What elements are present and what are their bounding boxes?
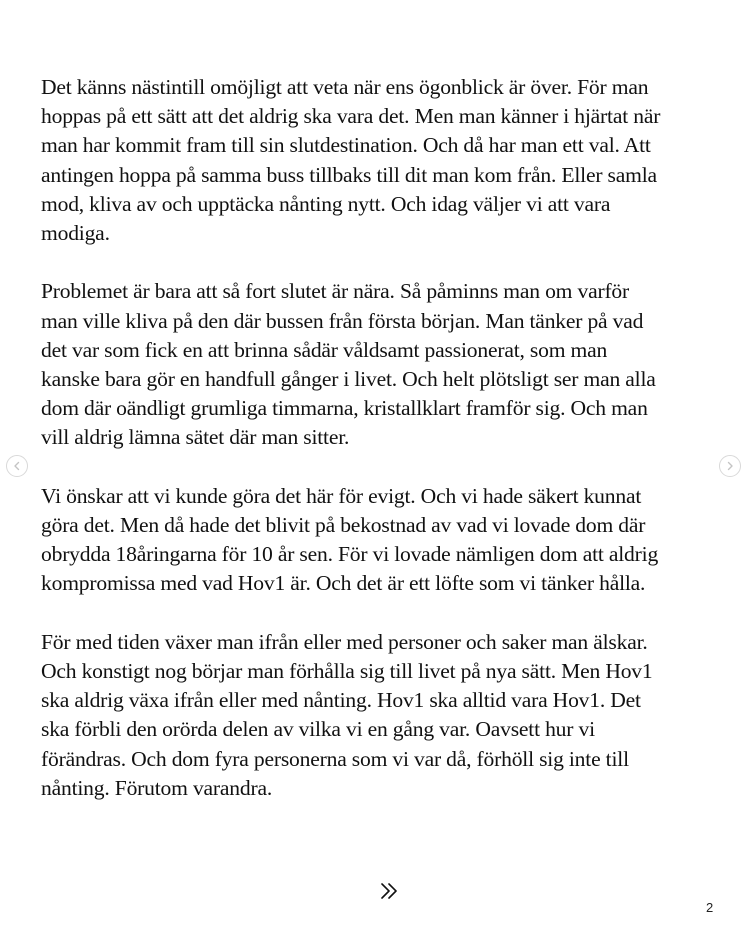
text-line: ska förbli den orörda delen av vilka vi en gång var. Oavsett hur vi [41,717,595,742]
text-line: förändras. Och dom fyra personerna som vi var då, förhöll sig inte till [41,746,629,771]
text-line: mod, kliva av och upptäcka nånting nytt. Och idag väljer vi att vara [41,191,611,216]
paragraph-1 [41,73,709,248]
text-line: Vi önskar att vi kunde göra det här för evigt. Och vi hade säkert kunnat [41,483,642,508]
text-line: ska aldrig växa ifrån eller med nånting. Hov1 ska alltid vara Hov1. Det [41,688,641,713]
text-line: man har kommit fram till sin slutdestination. Och då har man ett val. Att [41,133,651,158]
text-line: dom där oändligt grumliga timmarna, kristallklart framför sig. Och man [41,396,648,421]
text-line: kompromissa med vad Hov1 är. Och det är ett löfte som vi tänker hålla. [41,571,646,596]
paragraph-4 [41,628,709,803]
page-number: 2 [706,900,714,915]
text-line: Och konstigt nog börjar man förhålla sig till livet på nya sätt. Men Hov1 [41,659,653,684]
double-chevron-right-icon [378,880,402,902]
text-line: hoppas på ett sätt att det aldrig ska vara det. Men man känner i hjärtat när [41,104,661,129]
chevron-right-icon [725,461,735,471]
text-line: obrydda 18åringarna för 10 år sen. För vi lovade nämligen dom att aldrig [41,542,659,567]
text-line: kanske bara gör en handfull gånger i livet. Och helt plötsligt ser man alla [41,367,656,392]
paragraph-3 [41,482,709,599]
body-text [41,73,709,832]
text-line: För med tiden växer man ifrån eller med personer och saker man älskar. [41,629,648,654]
next-slide-button[interactable] [719,455,741,477]
text-line: Problemet är bara att så fort slutet är nära. Så påminns man om varför [41,279,630,304]
previous-slide-button[interactable] [6,455,28,477]
text-line: göra det. Men då hade det blivit på bekostnad av vad vi lovade dom där [41,513,646,538]
text-line: modiga. [41,221,110,246]
text-line: det var som fick en att brinna sådär våldsamt passionerat, som man [41,337,608,362]
text-line: vill aldrig lämna sätet där man sitter. [41,425,350,450]
text-line: man ville kliva på den där bussen från första början. Man tänker på vad [41,308,644,333]
text-line: nånting. Förutom varandra. [41,775,273,800]
text-line: Det känns nästintill omöjligt att veta när ens ögonblick är över. För man [41,75,649,99]
text-line: antingen hoppa på samma buss tillbaks till dit man kom från. Eller samla [41,162,657,187]
paragraph-2 [41,277,709,452]
chevron-left-icon [12,461,22,471]
